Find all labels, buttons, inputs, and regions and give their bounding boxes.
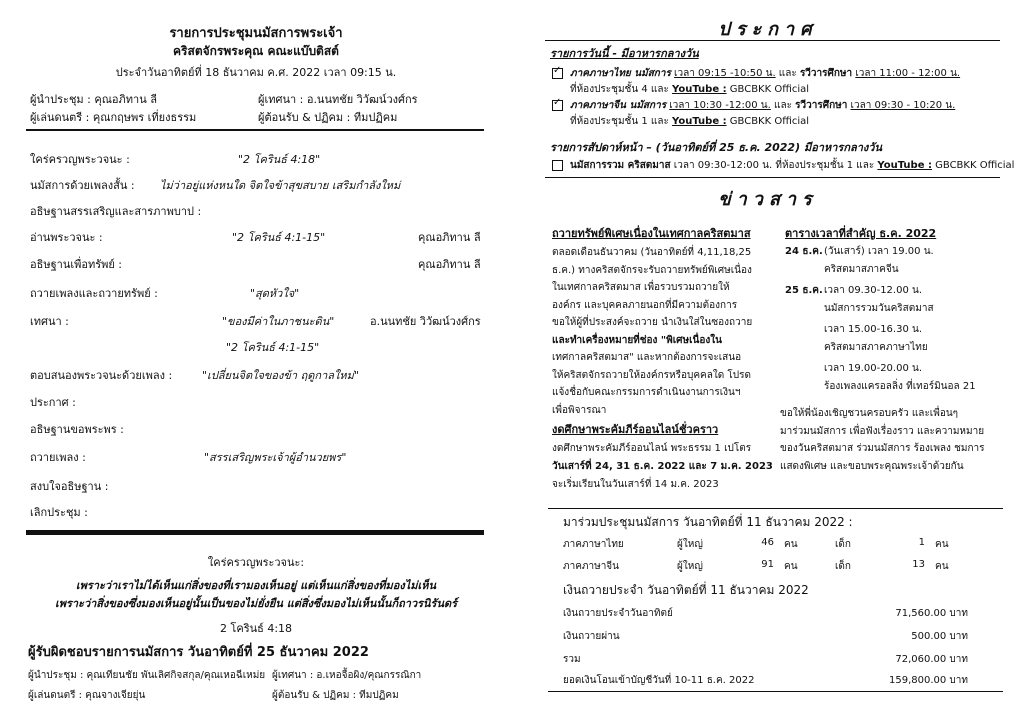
next-pianist: ผู้เล่นดนตรี : คุณจางเจียยุ่น <box>28 690 146 701</box>
adult-count: 46 <box>761 537 774 548</box>
divider <box>545 40 1000 41</box>
service-date: ประจำวันอาทิตย์ที่ 18 ธันวาคม ค.ศ. 2022 เวลา 09:15 น. <box>115 66 397 79</box>
body-line: เพื่อพิจารณา <box>552 404 607 416</box>
order-item-detail: "2 โครินธ์ 4:18" <box>238 153 321 166</box>
church-name: คริสตจักรพระคุณ คณะแบ๊บติสต์ <box>173 44 339 58</box>
schedule-event: คริสตมาสภาคจีน <box>824 264 899 275</box>
preacher: ผู้เทศนา : อ.นนทชัย วิวัฒน์วงศ์กร <box>258 93 418 106</box>
offering-body <box>552 244 772 419</box>
unit: คน <box>935 539 949 550</box>
news-title: ข่าวสาร <box>718 189 818 210</box>
sunday-school: รวีวารศึกษา <box>795 100 848 111</box>
online-study-line: วันเสาร์ที่ 24, 31 ธ.ค. 2022 และ 7 ม.ค. 2023 <box>552 461 773 472</box>
order-item-label: ตอบสนองพระวจนะด้วยเพลง : <box>30 369 173 382</box>
order-item-label: อธิษฐานขอพระพร : <box>30 423 124 436</box>
channel: GBCBKK Official <box>726 116 810 127</box>
service-detail: เวลา 09:30-12:00 น. ที่ห้องประชุมชั้น 1 และ <box>670 160 878 171</box>
body-line: ตลอดเดือนธันวาคม (วันอาทิตย์ที่ 4,11,18,25 <box>552 247 752 258</box>
money-amount: 500.00 บาท <box>911 631 968 642</box>
money-label: เงินถวายประจำวันอาทิตย์ <box>563 608 673 619</box>
announce-title: ประกาศ <box>718 19 818 40</box>
adult-label: ผู้ใหญ่ <box>677 539 703 550</box>
child-label: เด็ก <box>835 539 851 550</box>
order-item-detail: "ของมีค่าในภาชนะดิน" <box>222 315 335 328</box>
channel: GBCBKK Official <box>931 160 1015 171</box>
joiner: และ <box>770 100 796 111</box>
order-item-label: ถวายเพลง : <box>30 451 86 464</box>
order-item-person: อ.นนทชัย วิวัฒน์วงศ์กร <box>370 315 481 328</box>
money-amount: 159,800.00 บาท <box>889 675 968 686</box>
checkbox[interactable] <box>552 100 563 111</box>
schedule-time: (วันเสาร์) เวลา 19.00 น. <box>824 246 934 257</box>
checkbox[interactable] <box>552 160 563 171</box>
body-line: องค์กร และบุคคลภายนอกที่มีความต้องการ <box>552 299 738 311</box>
money-label: รวม <box>563 654 581 665</box>
schedule-time: เวลา 19.00-20.00 น. <box>824 363 923 374</box>
schedule-time: เวลา 15.00-16.30 น. <box>824 324 923 335</box>
body-line: ให้คริสตจักรถวายให้องค์กรหรือบุคคลใด โปรด <box>552 369 752 381</box>
order-item-label: เลิกประชุม : <box>30 506 88 519</box>
order-item-person: คุณอภิทาน ลี <box>418 231 481 244</box>
body-line: ในเทศกาลคริสตมาส เพื่อรวบรวมถวายให้ <box>552 282 730 293</box>
child-count: 13 <box>912 559 925 570</box>
pianist: ผู้เล่นดนตรี : คุณกฤษพร เที่ยงธรรม <box>30 111 197 124</box>
service-name: ภาคภาษาไทย นมัสการ <box>570 68 671 79</box>
order-item-person: คุณอภิทาน ลี <box>418 258 481 271</box>
group-name: ภาคภาษาไทย <box>563 539 624 550</box>
order-item-label: อ่านพระวจนะ : <box>30 231 103 244</box>
order-item-detail: "สรรเสริญพระเจ้าผู้อำนวยพร" <box>204 451 347 464</box>
verse-line: เพราะว่าสิ่งของซึ่งมองเห็นอยู่นั้นเป็นของไม่ยั่งยืน แต่สิ่งซึ่งมองไม่เห็นนั้นก็ถาวรนิรันดร์ <box>54 597 458 610</box>
offering-heading: ถวายทรัพย์พิเศษเนื่องในเทศกาลคริสตมาส <box>552 227 751 240</box>
order-item-label: อธิษฐานสรรเสริญและสารภาพบาป : <box>30 205 202 218</box>
order-item-detail: "เปลี่ยนจิตใจของข้า ฤดูกาลใหม่" <box>202 369 359 382</box>
location: ที่ห้องประชุมชั้น 4 และ <box>570 84 673 95</box>
schedule-date: 24 ธ.ค. <box>785 246 823 257</box>
service-time: เวลา 09:15 -10:50 น. <box>674 68 776 79</box>
body-line: มาร่วมนมัสการ เพื่อฟังเรื่องราว และความหมาย <box>780 425 985 437</box>
order-item-label: นมัสการด้วยเพลงสั้น : <box>30 179 135 192</box>
order-item-detail: "สุดหัวใจ" <box>250 287 300 300</box>
attendance-heading: มาร่วมประชุมนมัสการ วันอาทิตย์ที่ 11 ธันวาคม 2022 : <box>563 515 853 529</box>
greeter: ผู้ต้อนรับ & ปฏิคม : ทีมปฏิคม <box>258 111 398 124</box>
order-item-detail: "2 โครินธ์ 4:1-15" <box>232 231 326 244</box>
divider <box>26 129 484 131</box>
leader: ผู้นำประชุม : คุณอภิทาน ลี <box>30 93 157 106</box>
invite-text <box>780 405 985 475</box>
channel: GBCBKK Official <box>726 84 810 95</box>
schedule-event: นมัสการรวมวันคริสตมาส <box>824 303 934 314</box>
child-count: 1 <box>918 537 925 548</box>
today-heading: รายการวันนี้ - มีอาหารกลางวัน <box>550 47 699 60</box>
today-item-location <box>570 82 809 97</box>
online-study-heading: งดศึกษาพระคัมภีร์ออนไลน์ชั่วคราว <box>552 423 719 436</box>
schedule-date: 25 ธ.ค. <box>785 285 823 296</box>
verse-line: เพราะว่าเราไม่ได้เห็นแก่สิ่งของที่เรามองเห็นอยู่ แต่เห็นแก่สิ่งของที่มองไม่เห็น <box>75 579 437 592</box>
next-week-announce-heading: รายการสัปดาห์หน้า – (วันอาทิตย์ที่ 25 ธ.ค. 2022) มีอาหารกลางวัน <box>550 141 882 154</box>
money-label: ยอดเงินโอนเข้าบัญชีวันที่ 10-11 ธ.ค. 2022 <box>563 675 755 686</box>
order-item-label: ใคร่ครวญพระวจนะ : <box>30 153 130 166</box>
location: ที่ห้องประชุมชั้น 1 และ <box>570 116 673 127</box>
next-preacher: ผู้เทศนา : อ.เหอจื้อผิง/คุณกรรณิกา <box>272 670 422 681</box>
sunday-school-time: เวลา 11:00 - 12:00 น. <box>855 68 961 79</box>
schedule-event: คริสตมาสภาคภาษาไทย <box>824 342 928 353</box>
today-item-location <box>570 114 809 129</box>
online-study-line: งดศึกษาพระคัมภีร์ออนไลน์ พระธรรม 1 เปโตร <box>552 443 752 454</box>
schedule-time: เวลา 09.30-12.00 น. <box>824 285 923 296</box>
divider <box>545 177 1000 178</box>
next-greeter: ผู้ต้อนรับ & ปฏิคม : ทีมปฏิคม <box>272 690 399 701</box>
service-time: เวลา 10:30 -12:00 น. <box>669 100 771 111</box>
verse-heading: ใคร่ครวญพระวจนะ: <box>207 556 305 569</box>
unit: คน <box>784 539 798 550</box>
verse-reference: 2 โครินธ์ 4:18 <box>219 622 293 635</box>
joiner: และ <box>775 68 800 79</box>
body-line: ขอให้ผู้ที่ประสงค์จะถวาย นำเงินใส่ในซองถวาย <box>552 317 753 328</box>
unit: คน <box>935 561 949 572</box>
unit: คน <box>784 561 798 572</box>
adult-count: 91 <box>761 559 774 570</box>
schedule-heading: ตารางเวลาที่สำคัญ ธ.ค. 2022 <box>785 227 937 240</box>
body-line: และทำเครื่องหมายที่ช่อง "พิเศษเนื่องใน <box>552 334 722 346</box>
order-item-label: ประกาศ : <box>30 396 76 409</box>
program-title: รายการประชุมนมัสการพระเจ้า <box>169 26 343 41</box>
body-line: ขอให้พี่น้องเชิญชวนครอบครัว และเพื่อนๆ <box>780 408 959 419</box>
order-item-detail: ไม่ว่าอยู่แห่งหนใด จิตใจข้าสุขสบาย เสริมกำลังใหม่ <box>160 179 401 192</box>
sunday-school: รวีวารศึกษา <box>799 68 853 79</box>
service-name: นมัสการรวม คริสตมาส <box>570 160 671 171</box>
schedule-event: ร้องเพลงแครอลลิ่ง ที่เทอร์มินอล 21 <box>824 381 976 392</box>
youtube-link[interactable]: YouTube : <box>877 160 932 171</box>
body-line: ธ.ค.) ทางคริสตจักรจะรับถวายทรัพย์พิเศษเนื่อง <box>552 264 752 276</box>
today-item-line <box>570 98 955 113</box>
next-week-heading: ผู้รับผิดชอบรายการนมัสการ วันอาทิตย์ที่ 25 ธันวาคม 2022 <box>28 645 369 660</box>
body-line: เทศกาลคริสตมาส" และหากต้องการจะเสนอ <box>552 352 742 363</box>
money-amount: 71,560.00 บาท <box>895 608 968 619</box>
next-leader: ผู้นำประชุม : คุณเทียนชัย พันเลิศกิจสกุล/คุณเหอฉีเหม่ย <box>28 670 266 681</box>
sunday-school-time: เวลา 09:30 - 10:20 น. <box>850 100 956 111</box>
order-item-label: อธิษฐานเพื่อทรัพย์ : <box>30 258 123 271</box>
order-item-label: สงบใจอธิษฐาน : <box>30 480 109 493</box>
offering-total-heading: เงินถวายประจำ วันอาทิตย์ที่ 11 ธันวาคม 2022 <box>563 583 809 597</box>
next-week-item-line <box>570 158 1014 173</box>
order-item-label: ถวายเพลงและถวายทรัพย์ : <box>30 287 158 300</box>
order-item-detail: "2 โครินธ์ 4:1-15" <box>226 341 320 354</box>
money-amount: 72,060.00 บาท <box>895 654 968 665</box>
group-name: ภาคภาษาจีน <box>563 561 620 572</box>
order-item-label: เทศนา : <box>30 315 69 328</box>
body-line: แสดงพิเศษ และขอบพระคุณพระเจ้าด้วยกัน <box>780 460 964 472</box>
checkbox[interactable] <box>552 68 563 79</box>
thick-divider <box>26 530 484 535</box>
youtube-link[interactable]: YouTube : <box>672 84 727 95</box>
child-label: เด็ก <box>835 561 851 572</box>
service-name: ภาคภาษาจีน นมัสการ <box>570 100 667 111</box>
youtube-link[interactable]: YouTube : <box>672 116 727 127</box>
money-label: เงินถวายผ่าน <box>563 631 620 642</box>
body-line: แจ้งชื่อกับคณะกรรมการดำเนินงานการเงินฯ <box>552 387 741 398</box>
online-study-line: จะเริ่มเรียนในวันเสาร์ที่ 14 ม.ค. 2023 <box>552 479 719 490</box>
body-line: ของวันคริสตมาส ร่วมนมัสการ ร้องเพลง ชมการ <box>780 443 985 454</box>
today-item-line <box>570 66 960 81</box>
adult-label: ผู้ใหญ่ <box>677 561 703 572</box>
